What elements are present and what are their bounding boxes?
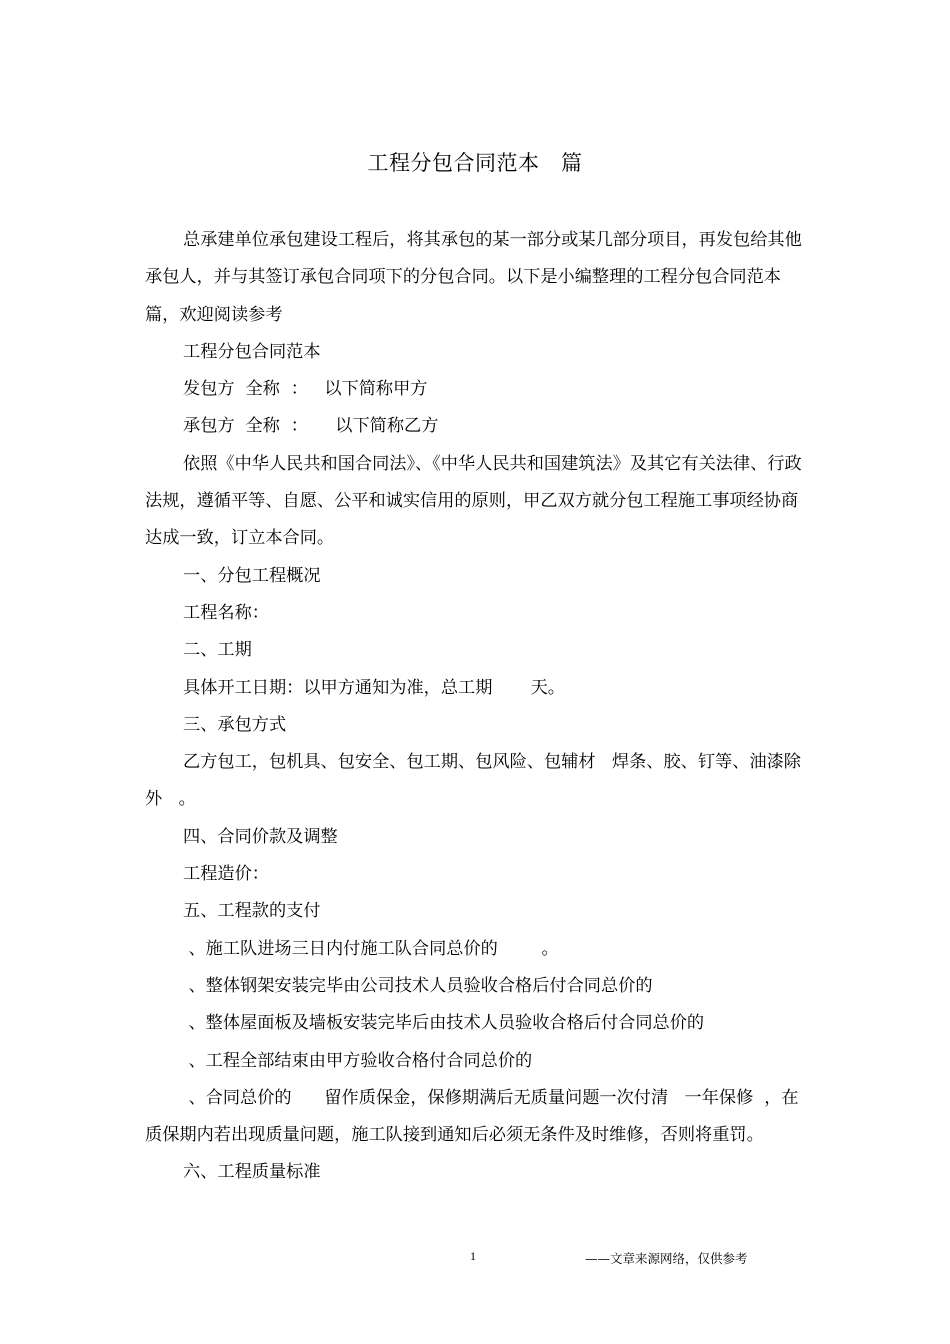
payment-item-4: 、工程全部结束由甲方验收合格付合同总价的 [183,1050,533,1071]
contract-heading: 工程分包合同范本 [183,341,321,362]
section-heading-2: 二、工期 [183,640,252,661]
section-heading-3: 三、承包方式 [183,714,287,735]
section-heading-1: 一、分包工程概况 [183,565,321,586]
contract-method-paragraph: 乙方包工，包机具、包安全、包工期、包风险、包辅材 焊条、胶、钉等、油漆除外 。 [145,752,801,810]
section-heading-5: 五、工程款的支付 [183,901,321,922]
start-date-line: 具体开工日期：以甲方通知为准，总工期 天。 [183,677,565,698]
document-body [145,222,815,1192]
legal-basis-paragraph: 依照《中华人民共和国合同法》、《中华人民共和国建筑法》及其它有关法律、行政法规，遵循平等、自愿、公平和诚实信用的原则，甲乙双方就分包工程施工事项经协商达成一致，订立本合同。 [145,453,802,549]
project-cost-line: 工程造价： [183,864,269,885]
payment-item-3: 、整体屋面板及墙板安装完毕后由技术人员验收合格后付合同总价的 [183,1013,705,1034]
payment-item-5: 、合同总价的 留作质保金，保修期满后无质量问题一次付清 一年保修 ，在质保期内若出现质量问题，施工队接到通知后必须无条件及时维修，否则将重罚。 [145,1087,799,1146]
party-a-line: 发包方 全称 ： 以下简称甲方 [183,379,428,400]
source-note: ——文章来源网络，仅供参考 [585,1251,748,1266]
document-title: 工程分包合同范本 篇 [367,151,583,175]
party-b-line: 承包方 全称 ： 以下简称乙方 [183,416,439,437]
page-number: 1 [470,1249,476,1263]
payment-item-2: 、整体钢架安装完毕由公司技术人员验收合格后付合同总价的 [183,975,653,996]
payment-item-1: 、施工队进场三日内付施工队合同总价的 。 [183,938,559,959]
section-heading-4: 四、合同价款及调整 [183,826,338,847]
project-name-line: 工程名称： [183,602,269,623]
intro-paragraph: 总承建单位承包建设工程后，将其承包的某一部分或某几部分项目，再发包给其他承包人，并与其签订承包合同项下的分包合同。以下是小编整理的工程分包合同范本 篇，欢迎阅读参考 [145,230,802,325]
section-heading-6: 六、工程质量标准 [183,1162,321,1183]
